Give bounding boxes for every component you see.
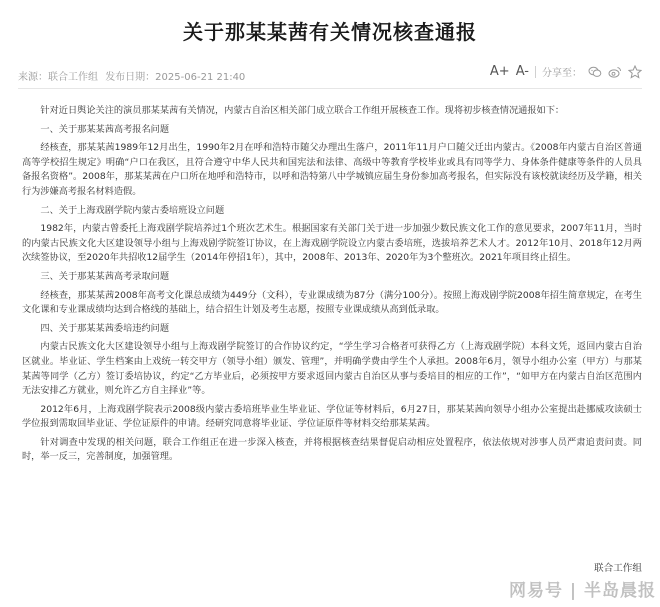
section-heading: 二、关于上海戏剧学院内蒙古委培班设立问题	[40, 204, 225, 216]
paragraph: 经核查，那某某茜2008年高考文化课总成绩为449分（文科），专业课成绩为87分（满分100分）。按照上海戏剧学院2008年招生简章规定，在考生文化课和专业课成绩均达到合格线的基础上，结合招生计划及考生志愿，按照专业课成绩从高到低录取。	[22, 289, 642, 316]
paragraph: 针对近日舆论关注的演员那某某茜有关情况，内蒙古自治区相关部门成立联合工作组开展核查工作。现将初步核查情况通报如下：	[40, 105, 565, 116]
article-meta	[18, 68, 249, 83]
paragraph: 2012年6月，上海戏剧学院表示2008级内蒙古委培班毕业生毕业证、学位证等材料后，6月27日，那某某茜向领导小组办公室提出赴挪威攻读硕士学位报到需取回毕业证、学位证原件的申请。经研究同意将毕业证、学位证原件等材料交给那某某茜。	[22, 403, 642, 430]
font-decrease-button[interactable]: A-	[515, 64, 529, 79]
signature: 联合工作组	[594, 563, 642, 574]
article-source: 来源：联合工作组	[18, 72, 98, 83]
watermark: 网易号 | 半岛晨报	[508, 581, 656, 601]
paragraph: 针对调查中发现的相关问题，联合工作组正在进一步深入核查，并将根据核查结果督促启动相应处置程序，依法依规对涉事人员严肃追责问责。同时，举一反三，完善制度，加强管理。	[22, 436, 642, 463]
article-title: 关于那某某茜有关情况核查通报	[183, 20, 477, 44]
font-increase-button[interactable]: A+	[489, 64, 510, 79]
article-meta-bar	[18, 64, 642, 89]
wechat-icon[interactable]	[588, 65, 602, 79]
section-heading: 三、关于那某某茜高考录取问题	[40, 270, 170, 282]
paragraph: 内蒙古民族文化大区建设领导小组与上海戏剧学院签订的合作协议约定，“学生学习合格者可获得乙方（上海戏剧学院）本科文凭，返回内蒙古自治区就业。毕业证、学生档案由上戏统一转交甲方（领导小组）颁发、管理”，并明确学费由学生个人承担。2008年6月，领导小组办公室（甲方）与那某某茜等同学（乙方）签订委培协议，约定“乙方毕业后，必须按甲方要求返回内蒙古自治区从事与委培目的相应的工作”，“如甲方在内蒙古自治区范围内无法安排乙方就业，则允许乙方自主择业”等。	[22, 341, 642, 397]
weibo-icon[interactable]	[608, 65, 622, 79]
qzone-icon[interactable]	[628, 65, 642, 79]
section-heading: 四、关于那某某茜委培违约问题	[40, 322, 170, 334]
paragraph: 经核查，那某某茜1989年12月出生，1990年2月在呼和浩特市随父办理出生落户，2011年11月户口随父迁出内蒙古。《2008年内蒙古自治区普通高等学校招生规定》明确“户口在我区，且符合遵守中华人民共和国宪法和法律、高级中等教育学校毕业或具有同等学力、身体条件健康等条件的人员具备报名资格”。2008年，那某某茜在户口所在地呼和浩特市，以呼和浩特第八中学城镇应届生身份参加高考报名，但实际没有该校就读经历及学籍，相关行为涉嫌高考报名材料造假。	[22, 142, 642, 197]
section-heading: 一、关于那某某茜高考报名问题	[40, 123, 170, 135]
paragraph: 1982年，内蒙古曾委托上海戏剧学院培养过1个班次艺术生。根据国家有关部门关于进一步加强少数民族文化工作的意见要求，2007年11月，当时的内蒙古民族文化大区建设领导小组与上海戏剧学院签订协议，在上海戏剧学院设立内蒙古委培班，选拔培养艺术人才。2012年10月、2018年12月两次续签协议，至2020年共招收12届学生（2014年停招1年），其中，2008年、2013年、2020年为3个整班次。2021年项目终止招生。	[22, 223, 642, 264]
article-body	[22, 104, 642, 469]
article-publish-date: 发布日期：2025-06-21 21:40	[105, 72, 246, 83]
share-label: 分享至：	[542, 68, 582, 79]
article-tools	[490, 64, 642, 79]
tools-divider	[535, 66, 536, 78]
